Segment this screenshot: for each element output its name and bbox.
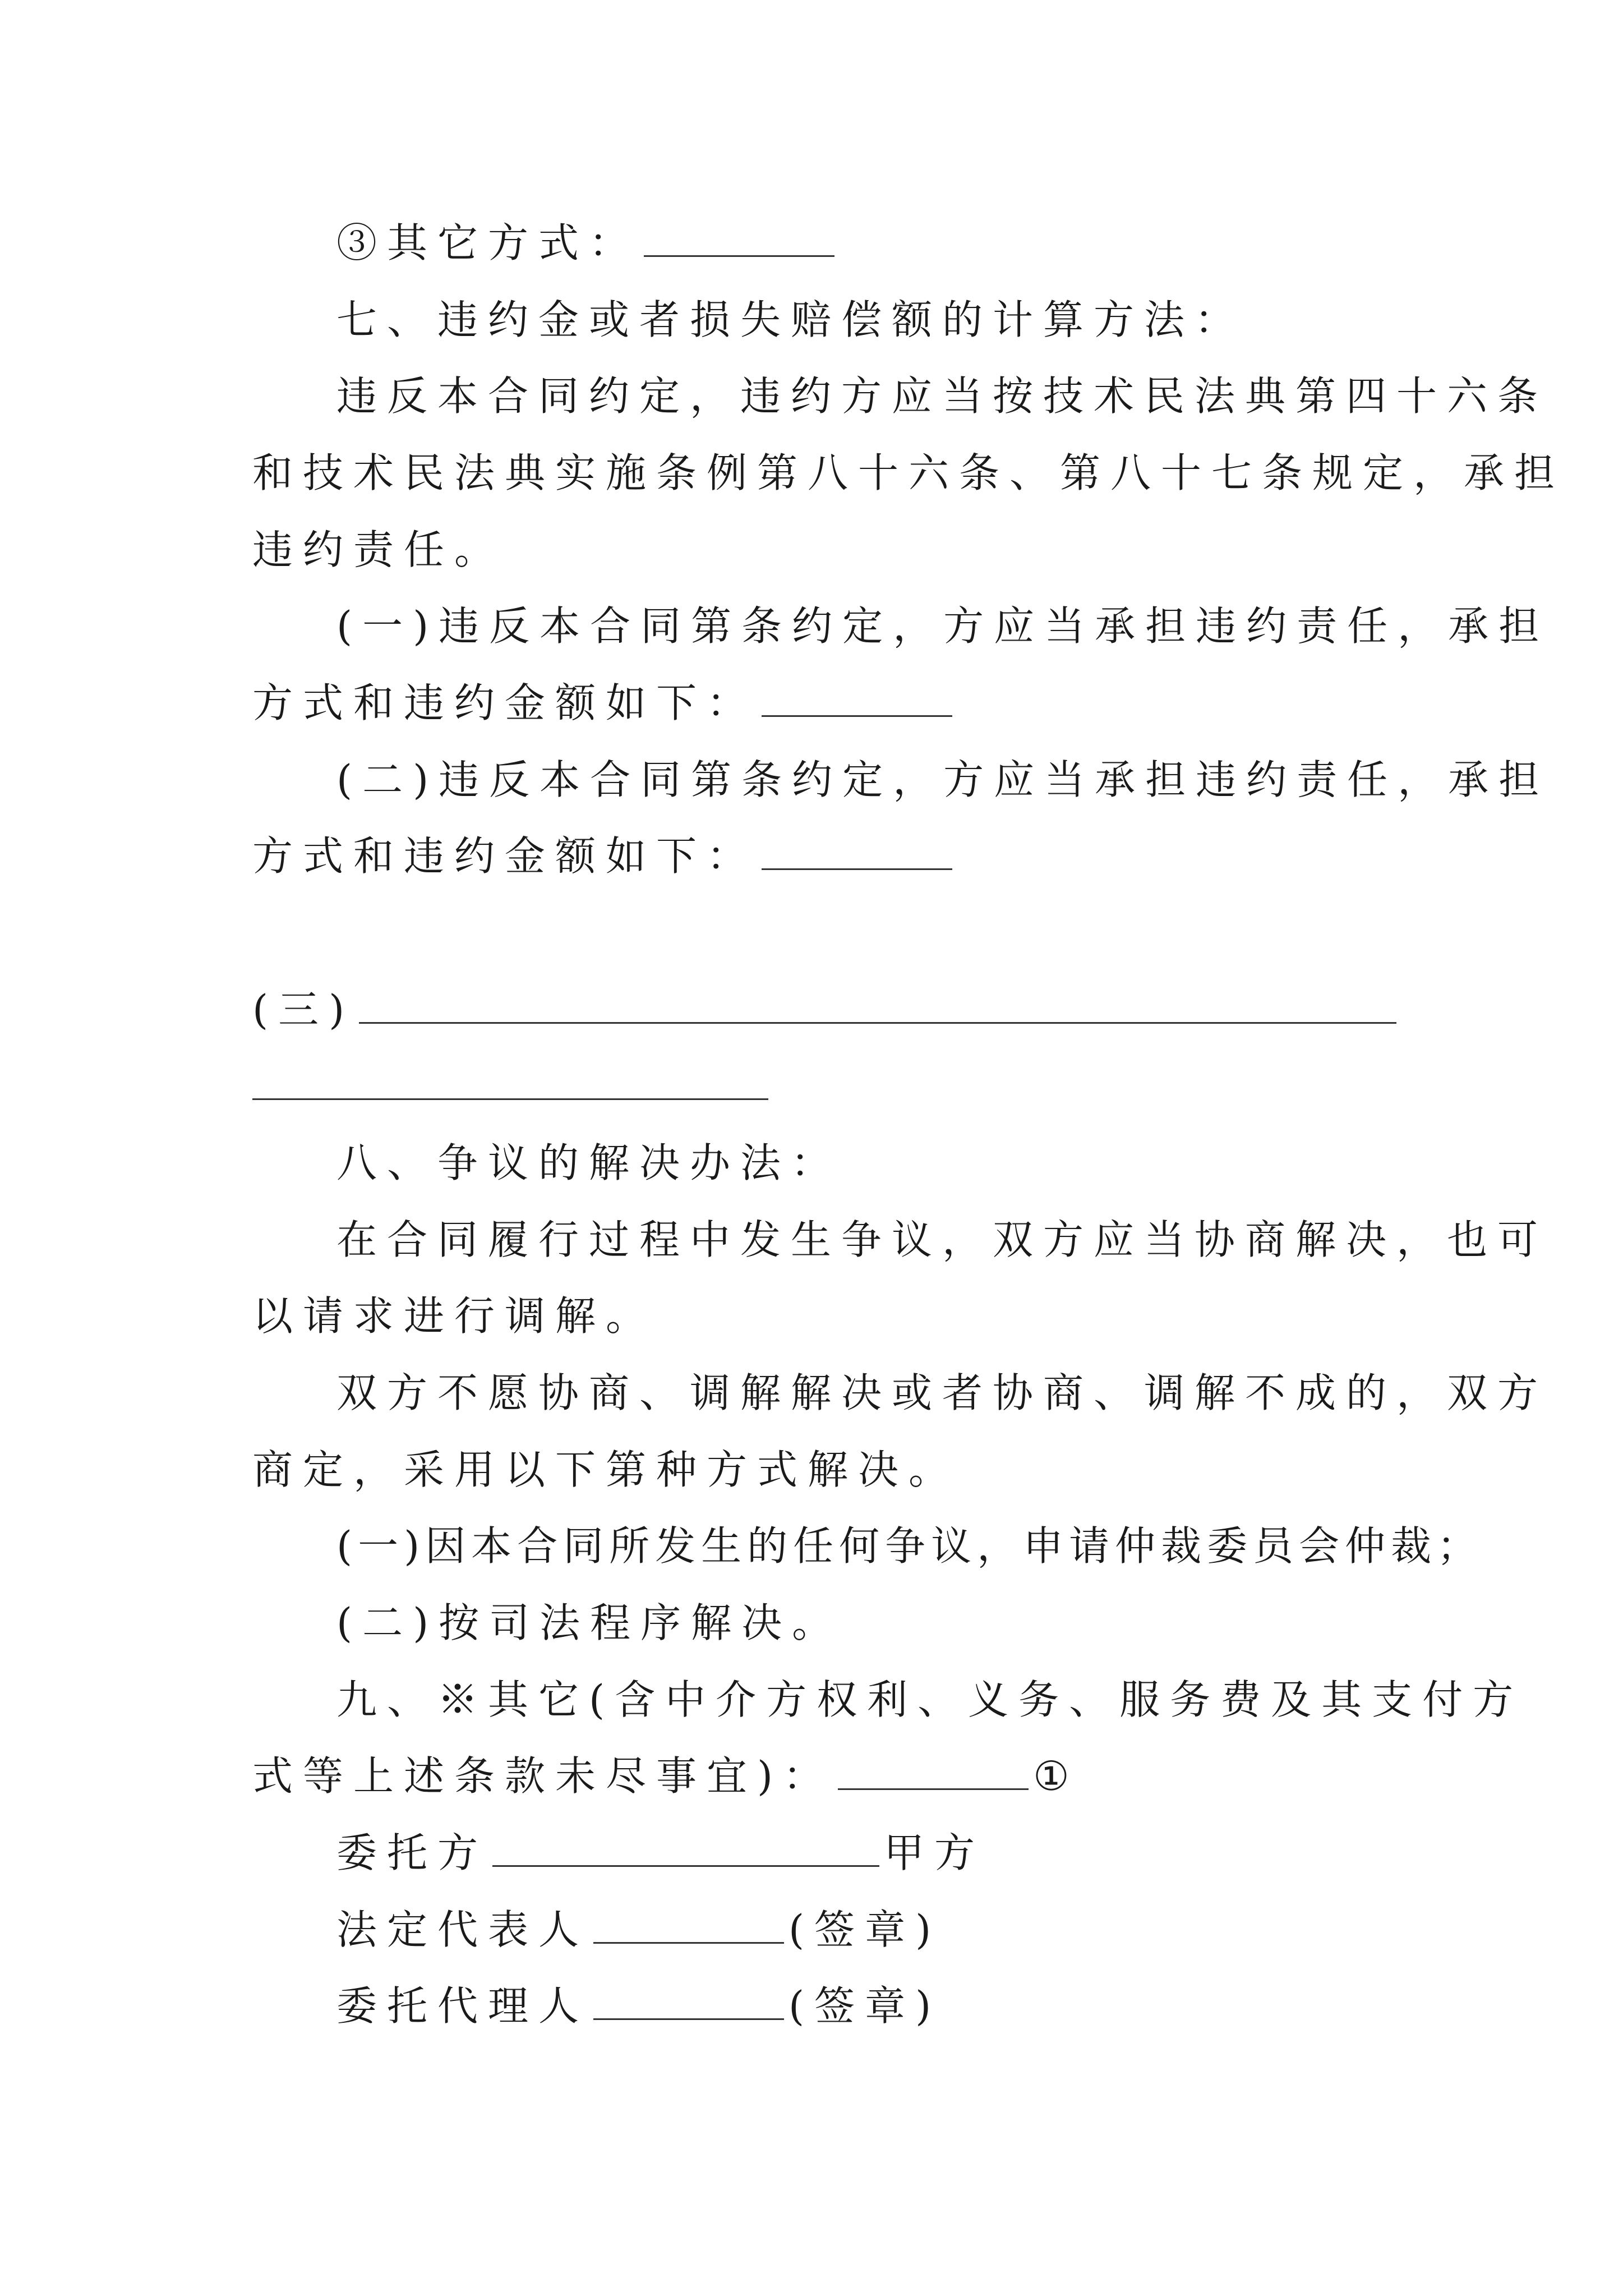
item-3-label: (三)	[252, 986, 355, 1033]
paragraph-line: 在合同履行过程中发生争议，双方应当协商解决，也可	[336, 1216, 1548, 1263]
item-3-line	[252, 983, 1402, 1037]
legal-rep-line	[336, 1903, 1402, 1957]
item-3-continuation	[252, 1059, 1402, 1113]
paragraph-line: 商定，采用以下第种方式解决。	[252, 1446, 960, 1493]
client-label: 委托方	[336, 1829, 488, 1876]
blank-field	[838, 1755, 1029, 1790]
paragraph-line: 违约责任。	[252, 526, 505, 573]
party-a-label: 甲方	[884, 1829, 985, 1876]
paragraph-line: (二)违反本合同第条约定，方应当承担违约责任，承担	[336, 756, 1550, 803]
other-method-line	[336, 216, 1402, 270]
section-9-heading: 九、※其它(含中介方权利、义务、服务费及其支付方	[336, 1676, 1524, 1723]
paragraph-line: 双方不愿协商、调解解决或者协商、调解不成的，双方	[336, 1369, 1548, 1416]
paragraph-line: (一)因本合同所发生的任何争议，申请仲裁委员会仲裁；	[336, 1522, 1483, 1570]
paragraph-line: 违反本合同约定，违约方应当按技术民法典第四十六条	[336, 372, 1548, 420]
section-9-label: 式等上述条款未尽事宜)：	[252, 1752, 834, 1800]
agent-label: 委托代理人	[336, 1982, 589, 2030]
paragraph-line: (一)违反本合同第条约定，方应当承担违约责任，承担	[336, 602, 1550, 650]
circled-marker: ①	[1033, 1752, 1080, 1800]
section-8-heading: 八、争议的解决办法：	[336, 1139, 842, 1186]
paragraph-line: (二)按司法程序解决。	[336, 1599, 843, 1646]
seal-label: (签章)	[789, 1982, 942, 2030]
other-method-label: ③其它方式：	[336, 219, 640, 266]
agent-line	[336, 1979, 1402, 2033]
penalty-label: 方式和违约金额如下：	[252, 679, 758, 726]
section-9-continuation	[252, 1749, 1402, 1803]
paragraph-line: 以请求进行调解。	[252, 1292, 657, 1340]
blank-field	[359, 988, 1396, 1024]
paragraph-line: 和技术民法典实施条例第八十六条、第八十七条规定，承担	[252, 449, 1565, 496]
penalty-line-2	[252, 829, 1402, 883]
penalty-label: 方式和违约金额如下：	[252, 832, 758, 880]
legal-rep-label: 法定代表人	[336, 1906, 589, 1953]
blank-field	[593, 1985, 784, 2020]
blank-field	[762, 835, 952, 870]
penalty-line-1	[252, 676, 1402, 730]
blank-field	[762, 682, 952, 717]
blank-field	[644, 222, 834, 257]
blank-field	[593, 1908, 784, 1944]
blank-field	[492, 1832, 879, 1867]
seal-label: (签章)	[789, 1906, 942, 1953]
client-signature-line	[336, 1826, 1402, 1880]
blank-field	[252, 1065, 768, 1100]
section-7-heading: 七、违约金或者损失赔偿额的计算方法：	[336, 296, 1246, 343]
